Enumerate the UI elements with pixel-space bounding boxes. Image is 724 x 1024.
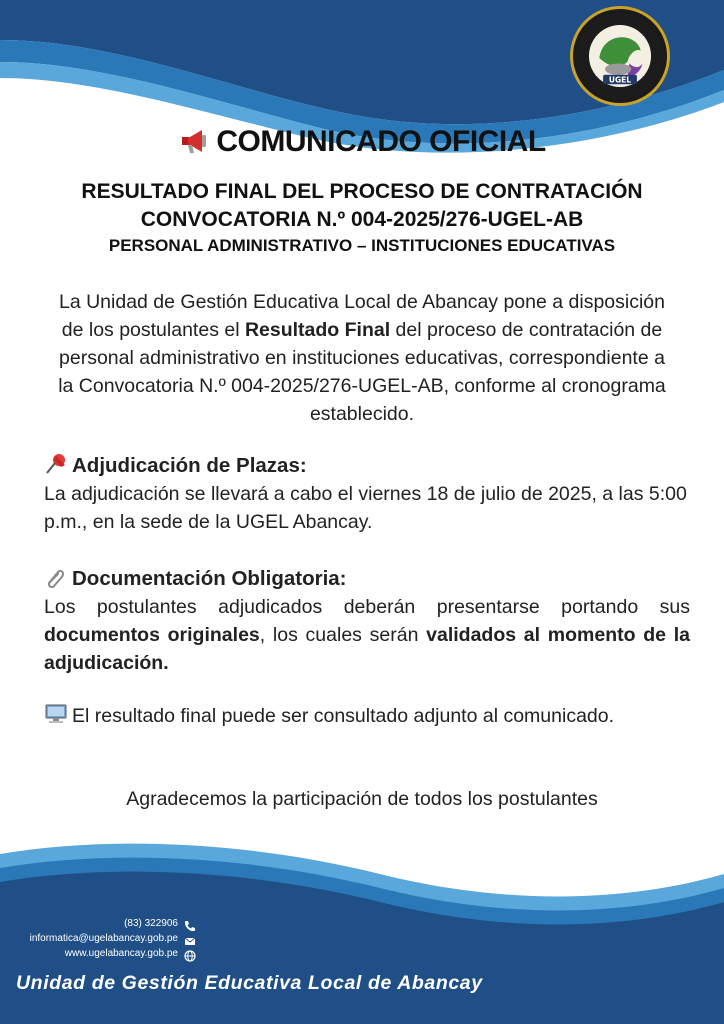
paperclip-icon: [44, 566, 68, 588]
adjudication-text: La adjudicación se llevará a cabo el viernes 18 de julio de 2025, a las 5:00 p.m., en la sede de la UGEL Abancay.: [44, 483, 687, 533]
documentation-section: [44, 565, 690, 677]
intro-paragraph: La Unidad de Gestión Educativa Local de Abancay pone a disposición de los postulantes el Resultado Final del proceso de contratación de personal administrativo en instituciones educativas, correspondiente a la Convocatoria N.º 004-2025/276-UGEL-AB, conforme al cronograma establecido.: [58, 291, 666, 425]
contact-email[interactable]: informatica@ugelabancay.gob.pe: [0, 933, 200, 947]
pushpin-icon: [44, 453, 68, 475]
logo-center-text: UGEL: [608, 75, 632, 85]
thanks-text: Agradecemos la participación de todos los postulantes: [126, 788, 598, 810]
subtitle-convocatoria: CONVOCATORIA N.º 004-2025/276-UGEL-AB: [140, 208, 584, 231]
adjudication-section: [44, 452, 690, 536]
ugel-logo: [570, 6, 670, 106]
contact-phone: (83) 322906: [0, 918, 200, 932]
subtitle-personnel: PERSONAL ADMINISTRATIVO – INSTITUCIONES EDUCATIVAS: [108, 236, 616, 255]
title-text: COMUNICADO OFICIAL: [216, 125, 546, 158]
result-section: [44, 702, 690, 730]
footer-institution-name: Unidad de Gestión Educativa Local de Abancay: [16, 972, 483, 994]
adjudication-heading: Adjudicación de Plazas:: [72, 454, 307, 477]
phone-icon: [184, 919, 196, 931]
result-text: El resultado final puede ser consultado adjunto al comunicado.: [72, 705, 615, 727]
subtitle-result: RESULTADO FINAL DEL PROCESO DE CONTRATACIÓN: [81, 180, 643, 203]
megaphone-icon: [178, 127, 210, 163]
contact-web[interactable]: www.ugelabancay.gob.pe: [0, 948, 200, 962]
globe-icon: [184, 949, 196, 961]
documentation-heading: Documentación Obligatoria:: [72, 567, 347, 590]
page-title: [0, 125, 724, 163]
computer-icon: [44, 703, 68, 725]
documentation-text: Los postulantes adjudicados deberán presentarse portando sus documentos originales, los cuales serán validados al momento de la adjudicación.: [44, 596, 691, 674]
mail-icon: [184, 934, 196, 946]
